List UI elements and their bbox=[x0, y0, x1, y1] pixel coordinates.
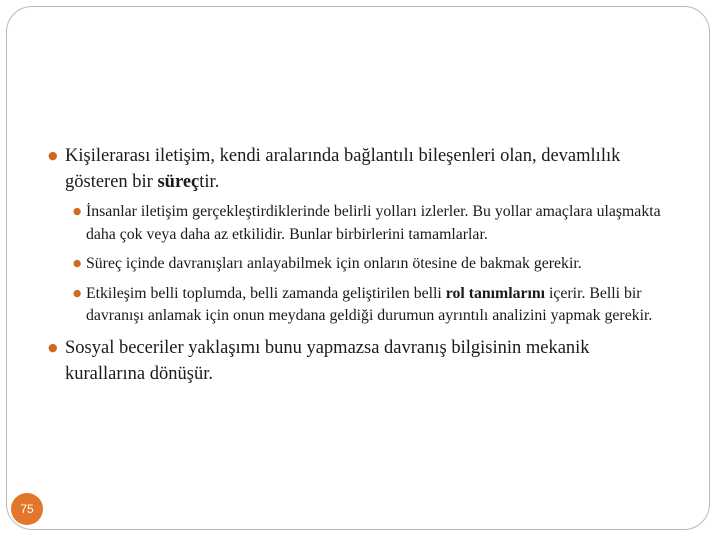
bullet-dot-icon: ● bbox=[73, 206, 82, 217]
bullet-dot-icon: ● bbox=[73, 287, 82, 299]
bullet-level2 bbox=[48, 283, 668, 328]
bullet-dot-icon: ● bbox=[48, 340, 58, 354]
slide-content bbox=[48, 143, 668, 393]
bullet-bold-text: rol tanımlarını bbox=[445, 284, 546, 302]
bullet-text: Süreç içinde davranışları anlayabilmek için onların ötesine de bakmak gerekir. bbox=[86, 255, 582, 272]
bullet-level1 bbox=[48, 143, 668, 195]
bullet-level2 bbox=[48, 253, 668, 276]
bullet-text: Sosyal beceriler yaklaşımı bunu yapmazsa davranış bilgisinin mekanik kurallarına dönüşür. bbox=[65, 337, 590, 384]
page-number-badge: 75 bbox=[11, 493, 43, 525]
bullet-dot-icon: ● bbox=[73, 258, 82, 269]
bullet-text: Etkileşim belli toplumda, belli zamanda geliştirilen belli bbox=[86, 284, 446, 302]
bullet-level2 bbox=[48, 201, 668, 246]
bullet-bold-text: süreç bbox=[157, 172, 200, 192]
bullet-level1 bbox=[48, 335, 668, 387]
bullet-text-end: içerir. Belli bir davranışı anlamak için onun meydana geldiği durumun ayrıntılı analizini yapmak gerekir. bbox=[86, 284, 653, 324]
bullet-dot-icon: ● bbox=[48, 149, 58, 162]
bullet-text: Kişilerarası iletişim, kendi aralarında bağlantılı bileşenleri olan, devamlılık gösteren bir bbox=[65, 146, 621, 192]
bullet-text: İnsanlar iletişim gerçekleştirdiklerinde belirli yolları izlerler. Bu yollar amaçlara ulaşmakta daha çok veya daha az etkilidir. Bunlar birbirlerini tamamlarlar. bbox=[86, 203, 661, 243]
bullet-text-end: tir. bbox=[199, 172, 220, 192]
